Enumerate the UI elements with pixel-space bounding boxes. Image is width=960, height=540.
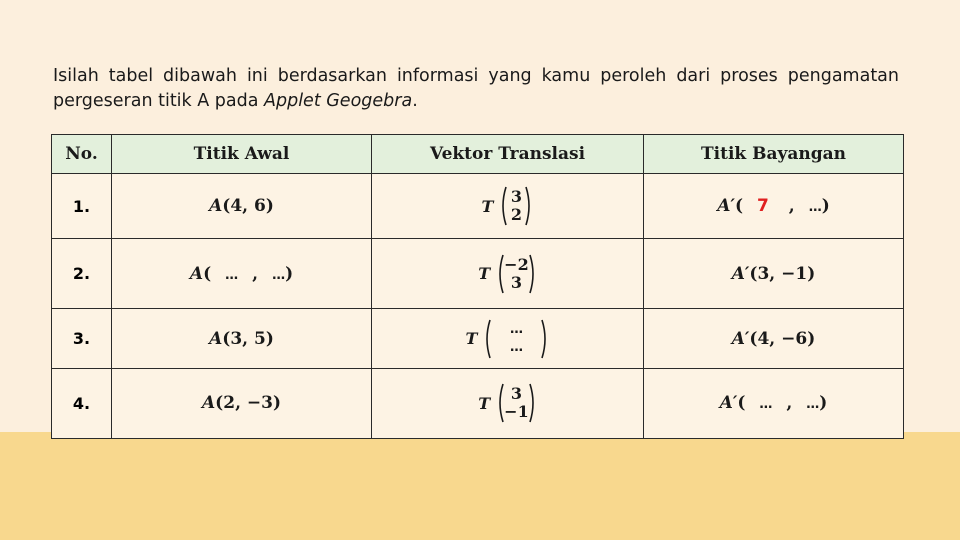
- instruction-end: .: [412, 91, 418, 111]
- row-number: 3.: [52, 309, 112, 368]
- instruction-italic: Applet Geogebra: [264, 91, 413, 111]
- titik-bayangan-cell: A′(4, −6): [644, 309, 904, 368]
- table-row: [52, 309, 904, 368]
- header-titik-awal: Titik Awal: [112, 135, 372, 174]
- instruction-main: Isilah tabel dibawah ini berdasarkan informasi yang kamu peroleh dari proses pengamatan pergeseran titik A pada: [53, 66, 899, 111]
- titik-bayangan-cell: A′( 7 , …): [644, 174, 904, 239]
- titik-bayangan-cell: A′(3, −1): [644, 239, 904, 309]
- titik-bayangan-cell: A′( … , …): [644, 368, 904, 438]
- instruction-text: [53, 64, 899, 114]
- titik-awal-cell: A(4, 6): [112, 174, 372, 239]
- header-titik-bayangan: Titik Bayangan: [644, 135, 904, 174]
- vektor-translasi-cell: T 3 2: [372, 174, 644, 239]
- titik-awal-cell: A(3, 5): [112, 309, 372, 368]
- row-number: 4.: [52, 368, 112, 438]
- vektor-translasi-cell: T 3 −1: [372, 368, 644, 438]
- table-header-row: [52, 135, 904, 174]
- row-number: 2.: [52, 239, 112, 309]
- translation-table: [51, 134, 904, 439]
- vektor-translasi-cell: T −2 3: [372, 239, 644, 309]
- bottom-band: [0, 432, 960, 540]
- titik-awal-cell: A(2, −3): [112, 368, 372, 438]
- table-row: [52, 239, 904, 309]
- header-vektor-translasi: Vektor Translasi: [372, 135, 644, 174]
- vektor-translasi-cell: T … …: [372, 309, 644, 368]
- titik-awal-cell: A( … , …): [112, 239, 372, 309]
- header-no: No.: [52, 135, 112, 174]
- answer-value: 7: [757, 196, 769, 217]
- table-row: [52, 174, 904, 239]
- table-row: [52, 368, 904, 438]
- row-number: 1.: [52, 174, 112, 239]
